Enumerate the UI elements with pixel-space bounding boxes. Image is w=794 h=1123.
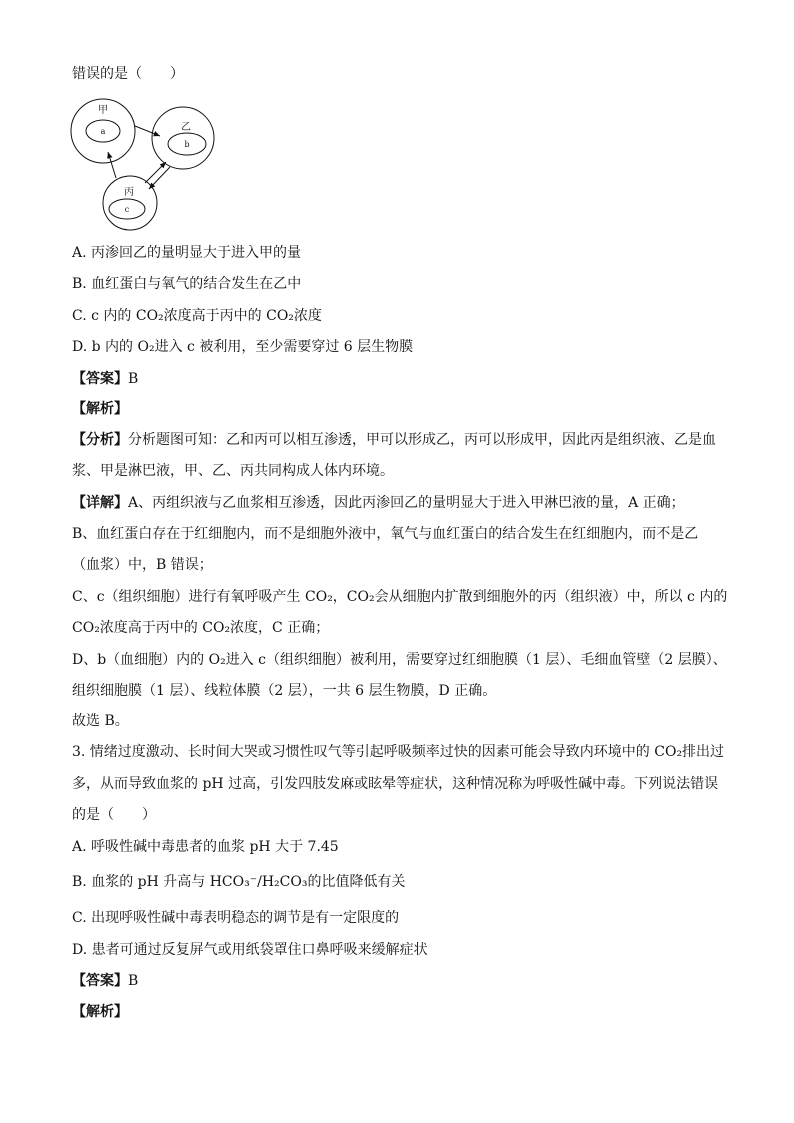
answer-label: 【答案】 (72, 973, 128, 989)
body-fluid-diagram (70, 96, 220, 236)
q2-analysis-label: 【解析】 (72, 401, 128, 417)
q3-answer (72, 971, 138, 991)
q2-xiangjie-line: D、b（血细胞）内的 O₂进入 c（组织细胞）被利用，需要穿过红细胞膜（1 层）、毛细血管壁（2 层膜）、 (72, 652, 727, 668)
q2-fenxi-line (72, 430, 716, 450)
q2-xiangjie-line: B、血红蛋白存在于红细胞内，而不是细胞外液中，氧气与血红蛋白的结合发生在红细胞内，而不是乙 (72, 526, 699, 542)
q2-xiangjie-line: 组织细胞膜（1 层）、线粒体膜（2 层），一共 6 层生物膜，D 正确。 (72, 683, 497, 699)
xiangjie-text: A、丙组织液与乙血浆相互渗透，因此丙渗回乙的量明显大于进入甲淋巴液的量，A 正确； (128, 495, 685, 511)
node-a-label: a (100, 127, 106, 136)
node-bing-circle (103, 176, 157, 230)
q2-xiangjie-line: （血浆）中，B 错误； (72, 557, 213, 573)
q2-answer (72, 369, 138, 389)
arrow-bing-to-yi (145, 162, 166, 183)
q2-conclusion: 故选 B。 (72, 713, 129, 729)
q3-stem-line: 3. 情绪过度激动、长时间大哭或习惯性叹气等引起呼吸频率过快的因素可能会导致内环境中的 CO₂排出过 (72, 744, 725, 760)
node-yi-label: 乙 (181, 122, 191, 133)
q3-analysis-label: 【解析】 (72, 1004, 128, 1020)
fenxi-label: 【分析】 (72, 432, 128, 448)
arrow-bing-to-jia (108, 152, 116, 178)
q2-xiangjie-line: CO₂浓度高于丙中的 CO₂浓度，C 正确； (72, 620, 330, 636)
answer-label: 【答案】 (72, 371, 128, 387)
node-jia-label: 甲 (98, 105, 108, 116)
answer-value: B (128, 973, 139, 989)
q2-stem-tail: 错误的是（ ） (72, 66, 184, 82)
node-c-label: c (124, 205, 130, 214)
q3-option-b: B. 血浆的 pH 升高与 HCO₃⁻/H₂CO₃的比值降低有关 (72, 874, 406, 890)
node-bing-label: 丙 (124, 187, 134, 198)
q2-option-c: C. c 内的 CO₂浓度高于丙中的 CO₂浓度 (72, 308, 322, 324)
q3-option-d: D. 患者可通过反复屏气或用纸袋罩住口鼻呼吸来缓解症状 (72, 942, 428, 958)
fenxi-text: 分析题图可知：乙和丙可以相互渗透，甲可以形成乙，丙可以形成甲，因此丙是组织液、乙是血 (128, 432, 716, 448)
q3-option-c: C. 出现呼吸性碱中毒表明稳态的调节是有一定限度的 (72, 910, 400, 926)
q2-fenxi-line: 浆、甲是淋巴液，甲、乙、丙共同构成人体内环境。 (72, 463, 394, 479)
q2-xiangjie-line: C、c（组织细胞）进行有氧呼吸产生 CO₂，CO₂会从细胞内扩散到细胞外的丙（组织液）中，所以 c 内的 (72, 589, 728, 605)
q3-stem-line: 多，从而导致血浆的 pH 过高，引发四肢发麻或眩晕等症状，这种情况称为呼吸性碱中毒。下列说法错误 (72, 776, 719, 792)
q3-stem-line: 的是（ ） (72, 807, 156, 823)
q2-option-b: B. 血红蛋白与氧气的结合发生在乙中 (72, 276, 302, 292)
arrow-yi-to-bing (149, 167, 170, 189)
node-b-label: b (184, 140, 190, 149)
q2-option-d: D. b 内的 O₂进入 c 被利用，至少需要穿过 6 层生物膜 (72, 339, 414, 355)
xiangjie-label: 【详解】 (72, 495, 128, 511)
q2-option-a: A. 丙渗回乙的量明显大于进入甲的量 (72, 245, 302, 261)
q2-xiangjie-line (72, 493, 685, 513)
q3-option-a: A. 呼吸性碱中毒患者的血浆 pH 大于 7.45 (72, 839, 339, 855)
answer-value: B (128, 371, 139, 387)
arrow-jia-to-yi (135, 126, 160, 136)
node-yi-circle (152, 107, 214, 169)
